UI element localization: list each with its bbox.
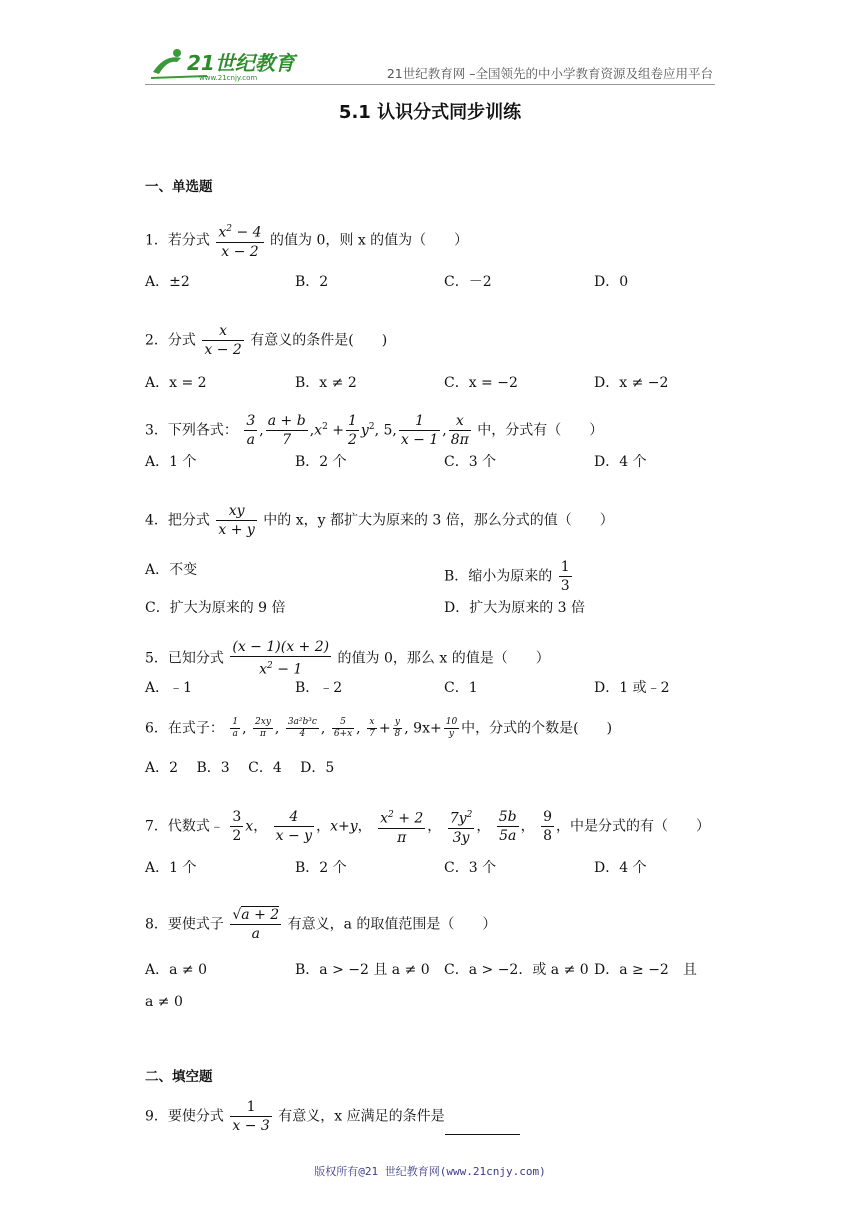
formula-fraction: $\frac{5b}{5a}$ — [498, 808, 517, 844]
formula-fraction: $\frac{x}{x - 2}$ — [204, 323, 242, 358]
option-d-continued: a ≠ 0 — [145, 994, 183, 1010]
question-4-prefix: 4．把分式 — [145, 512, 210, 529]
formula-fraction: $\frac{a + b}{7}$ — [267, 413, 306, 448]
svg-text:www.21cnjy.com: www.21cnjy.com — [199, 74, 258, 82]
option-c[interactable]: C．a > −2．或 a ≠ 0 — [444, 962, 589, 978]
section-heading-fill-in: 二、填空题 — [145, 1069, 213, 1085]
question-6-suffix: 中，分式的个数是( ) — [461, 720, 613, 737]
site-logo — [147, 46, 317, 82]
option-a[interactable]: A．±2 — [145, 274, 190, 290]
formula-fraction: $\frac{1}{2}$ — [347, 413, 357, 448]
option-d[interactable]: D．4 个 — [594, 454, 647, 470]
question-2 — [145, 322, 387, 359]
option-b[interactable]: B．2 个 — [295, 860, 347, 876]
formula-fraction: $\frac{5}{6+x}$ — [333, 717, 353, 739]
formula-fraction: $\frac{3}{2}$ — [232, 808, 242, 844]
question-9-suffix: 有意义，x 应满足的条件是 — [278, 1108, 445, 1125]
question-8-prefix: 8．要使式子 — [145, 916, 224, 933]
option-b[interactable]: B．﹣2 — [295, 680, 343, 696]
question-6-options[interactable]: A．2 B．3 C．4 D．5 — [145, 760, 335, 776]
question-6-prefix: 6．在式子： — [145, 720, 224, 737]
svg-text:21世纪教育: 21世纪教育 — [187, 51, 295, 75]
option-c[interactable]: C．3 个 — [444, 454, 497, 470]
option-b[interactable] — [444, 558, 574, 595]
question-1 — [145, 220, 468, 261]
option-b-text: B．缩小为原来的 — [444, 568, 553, 585]
formula-fraction: $\frac{1}{3}$ — [560, 559, 570, 594]
formula-fraction: $\frac{1}{x - 3}$ — [232, 1099, 270, 1134]
formula-fraction: $\frac{√a + 2}{a}$ — [232, 907, 280, 942]
formula-fraction: $\frac{4}{x - y}$ — [275, 808, 313, 844]
option-d[interactable]: D．x ≠ −2 — [594, 375, 669, 391]
formula-fraction: $\frac{\text{3a²b³c}}{4}$ — [287, 717, 317, 739]
option-d[interactable]: D．1 或﹣2 — [594, 680, 670, 696]
header-tagline: 21世纪教育网 –全国领先的中小学教育资源及组卷应用平台 — [386, 66, 713, 81]
option-a[interactable]: A．1 个 — [145, 860, 197, 876]
option-a[interactable]: A．﹣1 — [145, 680, 193, 696]
formula-fraction: $\frac{x}{7}$ — [369, 717, 375, 739]
formula-fraction: $\frac{(x - 1)(x + 2)}{x^2 - 1}$ — [232, 639, 330, 678]
option-b[interactable]: B．2 个 — [295, 454, 347, 470]
formula-fraction: $\frac{xy}{x + y}$ — [218, 503, 255, 538]
answer-blank[interactable] — [445, 1120, 520, 1135]
formula-fraction: $\frac{x^2 - 4}{x - 2}$ — [218, 224, 262, 260]
option-c[interactable]: C．扩大为原来的 9 倍 — [145, 600, 286, 616]
formula-fraction: $\frac{7y^2}{3y}$ — [449, 810, 473, 846]
option-d[interactable]: D．a ≥ −2 且 — [594, 962, 697, 978]
option-a[interactable]: A．1 个 — [145, 454, 197, 470]
question-3-suffix: 中，分式有（ ） — [477, 422, 604, 439]
document-title: 5.1 认识分式同步训练 — [338, 102, 522, 123]
page-footer: 版权所有@21 世纪教育网(www.21cnjy.com) — [314, 1165, 546, 1178]
question-1-suffix: 的值为 0，则 x 的值为（ ） — [270, 232, 469, 249]
option-b[interactable]: B．2 — [295, 274, 329, 290]
question-7-suffix: ，中是分式的有（ ） — [556, 818, 711, 835]
formula-fraction: $\frac{3}{a}$ — [246, 413, 256, 448]
question-2-prefix: 2．分式 — [145, 332, 196, 349]
option-b[interactable]: B．a > −2 且 a ≠ 0 — [295, 962, 430, 978]
formula-fraction: $\frac{y}{8}$ — [394, 717, 401, 739]
question-4 — [145, 502, 614, 539]
question-4-suffix: 中的 x，y 都扩大为原来的 3 倍，那么分式的值（ ） — [263, 512, 614, 529]
formula-fraction: $\frac{x}{8\pi}$ — [450, 413, 469, 448]
question-3-prefix: 3．下列各式： — [145, 422, 238, 439]
formula-fraction: $\frac{9}{8}$ — [543, 808, 553, 844]
formula-fraction: $\frac{x^2 + 2}{\pi}$ — [380, 810, 424, 846]
page-header — [145, 44, 715, 85]
question-7: 7．代数式﹣ $\frac{3}{2}$ x， $\frac{4}{x - y}$ ，x+y， $\frac{x^2 + 2}{\pi}$ ， $\frac{7y^2}{3y}$ ， $\frac{5b}{5a}$ ， $\frac{9}{8}$ ，中是分式的有（ ） — [145, 806, 710, 847]
question-8 — [145, 906, 496, 943]
question-6: 6．在式子： $\frac{1}{a}$ , $\frac{2xy}{\pi}$ , $\frac{\text{3a²b³c}}{4}$ , $\frac{5}{6+x}$ , $\frac{x}{7}$ + $\frac{y}{8}$ , 9x+ $\frac{10}{y}$ 中，分式的个数是( ) — [145, 717, 613, 739]
question-7-prefix: 7．代数式﹣ — [145, 818, 224, 835]
formula-fraction: $\frac{1}{a}$ — [232, 717, 239, 739]
question-5-prefix: 5．已知分式 — [145, 650, 224, 667]
section-heading-single-choice: 一、单选题 — [145, 179, 213, 195]
option-a[interactable]: A．x = 2 — [145, 375, 207, 391]
option-a[interactable]: A．a ≠ 0 — [145, 962, 207, 978]
option-d[interactable]: D．扩大为原来的 3 倍 — [444, 600, 586, 616]
option-c[interactable]: C．1 — [444, 680, 478, 696]
question-1-prefix: 1．若分式 — [145, 232, 210, 249]
question-5 — [145, 638, 550, 679]
formula-fraction: $\frac{1}{x - 1}$ — [400, 413, 439, 448]
option-d[interactable]: D．0 — [594, 274, 629, 290]
formula-fraction: $\frac{2xy}{\pi}$ — [255, 717, 271, 739]
option-d[interactable]: D．4 个 — [594, 860, 647, 876]
question-9 — [145, 1098, 520, 1135]
question-5-suffix: 的值为 0，那么 x 的值是（ ） — [337, 650, 550, 667]
option-a[interactable]: A．不变 — [145, 562, 198, 578]
option-c[interactable]: C．x = −2 — [444, 375, 518, 391]
option-b[interactable]: B．x ≠ 2 — [295, 375, 357, 391]
question-3: 3．下列各式： $\frac{3}{a}$ , $\frac{a + b}{7}$ $,x^2$ + $\frac{1}{2}$ $y^2$, 5, $\frac{1}{x - 1}$ , $\frac{x}{8\pi}$ 中，分式有（ ） — [145, 413, 604, 448]
question-9-prefix: 9．要使分式 — [145, 1108, 224, 1125]
option-c[interactable]: C．－2 — [444, 274, 492, 290]
formula-fraction: $\frac{10}{y}$ — [445, 717, 458, 739]
option-c[interactable]: C．3 个 — [444, 860, 497, 876]
question-8-suffix: 有意义，a 的取值范围是（ ） — [287, 916, 497, 933]
question-2-suffix: 有意义的条件是( ) — [250, 332, 388, 349]
